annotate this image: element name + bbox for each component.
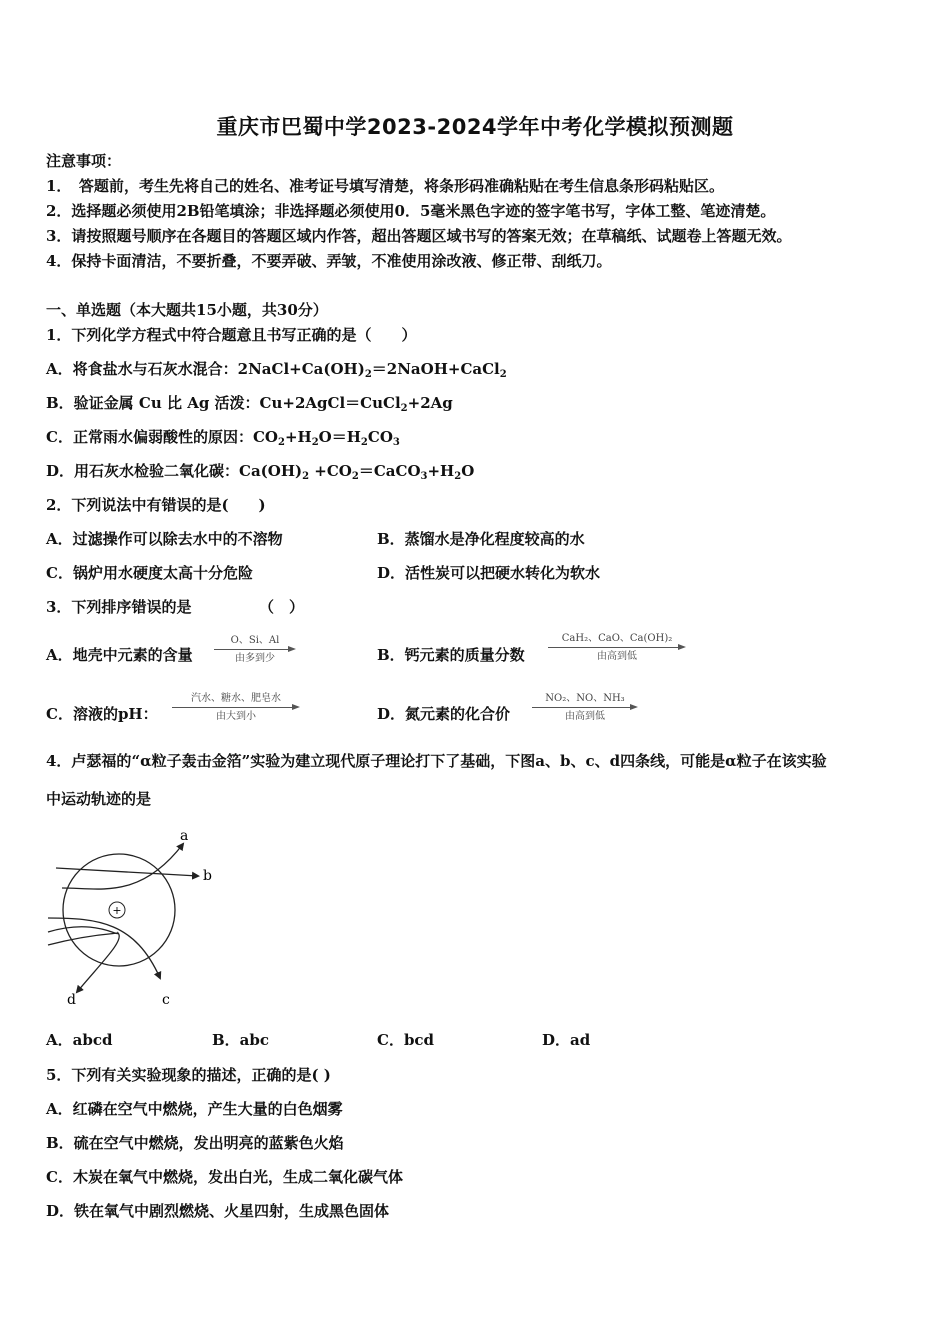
page-title: 重庆市巴蜀中学2023-2024学年中考化学模拟预测题	[216, 115, 734, 139]
q3-option-c: C．溶液的pH：	[46, 705, 158, 723]
label-a: a	[180, 828, 189, 844]
q4-option-a: A．abcd	[46, 1031, 113, 1049]
q2-option-d: D．活性炭可以把硬水转化为软水	[377, 564, 601, 582]
trajectory-d-incoming	[48, 933, 118, 945]
q4-stem-line-1: 4．卢瑟福的“α粒子轰击金箔”实验为建立现代原子理论打下了基础，下图a、b、c、d四条线，可能是α粒子在该实验	[46, 752, 827, 770]
q3-option-b: B．钙元素的质量分数	[377, 646, 525, 664]
q3-option-a-arrow: O、Si、Al 由多到少	[214, 635, 296, 665]
q3-stem: 3．下列排序错误的是 （ ）	[46, 598, 304, 616]
arrow-icon	[172, 705, 300, 711]
q1-option-b-text: B．验证金属 Cu 比 Ag 活泼：	[46, 394, 260, 412]
nucleus-sign: +	[112, 904, 122, 917]
label-c: c	[162, 992, 170, 1008]
q1-option-d-equation: $Ca(OH)_2$ $+CO_2=CaCO_3+H_2O$	[239, 462, 475, 482]
label-d: d	[67, 992, 76, 1008]
section-heading: 一、单选题（本大题共15小题，共30分）	[46, 301, 328, 319]
notice-item-2: 2．选择题必须使用2B铅笔填涂；非选择题必须使用0．5毫米黑色字迹的签字笔书写，字体工整、笔迹清楚。	[46, 202, 776, 220]
trajectory-a	[62, 844, 183, 889]
q4-stem-line-2: 中运动轨迹的是	[46, 790, 152, 808]
arrow-icon	[214, 647, 296, 653]
q5-stem: 5．下列有关实验现象的描述，正确的是( )	[46, 1066, 331, 1084]
q4-option-d: D．ad	[542, 1031, 591, 1049]
notice-item-3: 3．请按照题号顺序在各题目的答题区域内作答，超出答题区域书写的答案无效；在草稿纸、试题卷上答题无效。	[46, 227, 792, 245]
q1-option-a	[46, 359, 507, 379]
q3-option-a: A．地壳中元素的含量	[46, 646, 193, 664]
arrow-icon	[532, 705, 638, 711]
q1-stem: 1．下列化学方程式中符合题意且书写正确的是（ ）	[46, 326, 417, 344]
q4-option-b: B．abc	[212, 1031, 270, 1049]
q5-option-a: A．红磷在空气中燃烧，产生大量的白色烟雾	[46, 1100, 343, 1118]
q1-option-a-equation: $2NaCl+Ca(OH)_2=2NaOH+CaCl_2$	[237, 360, 507, 380]
q5-option-c: C．木炭在氧气中燃烧，发出白光，生成二氧化碳气体	[46, 1168, 403, 1186]
q2-option-c: C．锅炉用水硬度太高十分危险	[46, 564, 253, 582]
q1-option-d	[46, 461, 474, 481]
q2-option-b: B．蒸馏水是净化程度较高的水	[377, 530, 585, 548]
q3-option-b-arrow: CaH₂、CaO、Ca(OH)₂ 由高到低	[548, 633, 686, 663]
alpha-particle-figure	[40, 822, 230, 1014]
trajectory-c	[48, 918, 160, 978]
q2-stem: 2．下列说法中有错误的是( )	[46, 496, 266, 514]
q1-option-b-equation: Cu+2AgCl＝CuCl$_2$+2Ag	[259, 394, 453, 414]
q3-option-d: D．氮元素的化合价	[377, 705, 511, 723]
q1-option-d-text: D．用石灰水检验二氧化碳：	[46, 462, 240, 480]
q1-option-c-text: C．正常雨水偏弱酸性的原因：	[46, 428, 253, 446]
q1-option-c	[46, 427, 400, 447]
q2-option-a: A．过滤操作可以除去水中的不溶物	[46, 530, 283, 548]
q5-option-d: D．铁在氧气中剧烈燃烧、火星四射，生成黑色固体	[46, 1202, 390, 1220]
label-b: b	[203, 868, 212, 884]
q1-option-c-equation: $CO_2+H_2O=H_2CO_3$	[252, 428, 400, 448]
q1-option-a-text: A．将食盐水与石灰水混合：	[46, 360, 238, 378]
q3-option-d-arrow: NO₂、NO、NH₃ 由高到低	[532, 693, 638, 723]
arrow-icon	[548, 645, 686, 651]
trajectory-d	[48, 927, 119, 992]
notice-item-4: 4．保持卡面清洁，不要折叠，不要弄破、弄皱，不准使用涂改液、修正带、刮纸刀。	[46, 252, 612, 270]
q5-option-b: B．硫在空气中燃烧，发出明亮的蓝紫色火焰	[46, 1134, 344, 1152]
q3-option-c-arrow: 汽水、糖水、肥皂水 由大到小	[172, 693, 300, 723]
q1-option-b	[46, 393, 453, 413]
q4-option-c: C．bcd	[377, 1031, 435, 1049]
notice-item-1: 1． 答题前，考生先将自己的姓名、准考证号填写清楚，将条形码准确粘贴在考生信息条形码粘贴区。	[46, 177, 724, 195]
notice-heading: 注意事项：	[46, 152, 122, 170]
